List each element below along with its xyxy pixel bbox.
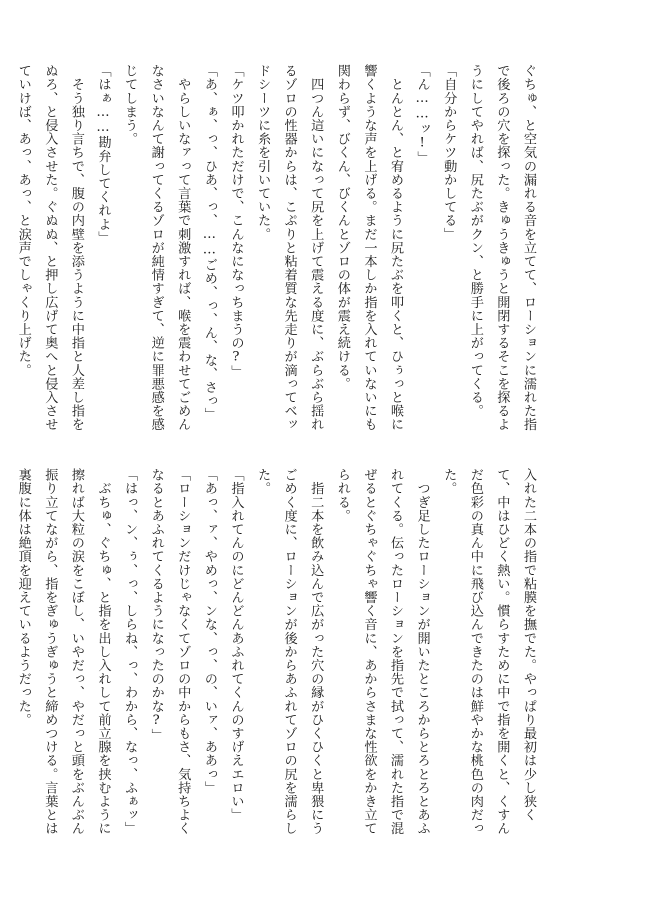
text-line: 「はっ、ン、ぅ、っ、しらね、っ、わから、なっ、ふぁッ」 bbox=[122, 468, 138, 836]
text-line: 響くような声を上げる。まだ一本しか指を入れていないにも bbox=[361, 64, 377, 432]
text-line: つぎ足したローションが開いたところからとろとろとあふ bbox=[414, 468, 430, 836]
text-line: 「はぁ……勘弁してくれよ」 bbox=[95, 64, 111, 245]
text-line: 「ケツ叩かれただけで、こんなになっちまうの?」 bbox=[228, 64, 244, 379]
text-line: ぶちゅ、ぐちゅ、と指を出し入れして前立腺を挟むように bbox=[95, 468, 111, 836]
text-line: た。 bbox=[255, 468, 271, 496]
text-line: れてくる。伝ったローションを指先で拭って、濡れた指で混 bbox=[388, 468, 404, 836]
text-line: 関わらず、びくん、びくんとゾロの体が震え続ける。 bbox=[334, 64, 350, 391]
text-line: ていけば、あっ、あっ、と涙声でしゃくり上げた。 bbox=[15, 64, 31, 377]
text-line: 入れた二本の指で粘膜を撫でた。やっぱり最初は少し狭く bbox=[521, 468, 536, 822]
text-line: ドシーツに糸を引いていた。 bbox=[255, 64, 271, 241]
text-line: 四つん這いになって尻を上げて震える度に、ぶらぶら揺れ bbox=[308, 64, 324, 432]
text-line: 「ローションだけじゃなくてゾロの中からもさ、気持ちよく bbox=[175, 468, 191, 836]
text-line: なさいなんて謝ってくるゾロが純情すぎて、逆に罪悪感を感 bbox=[148, 64, 164, 432]
text-line: うにしてやれば、尻たぶがクン、と勝手に上がってくる。 bbox=[467, 64, 483, 418]
text-line: 振り立てながら、指をぎゅうぎゅうと締めつける。言葉とは bbox=[42, 468, 58, 836]
text-line: た。 bbox=[441, 468, 457, 496]
text-line: ぬろ、と侵入させた。ぐぬぬ、と押し広げて奥へと侵入させ bbox=[42, 64, 58, 432]
text-line: ぐちゅ、と空気の漏れる音を立てて、ローションに濡れた指 bbox=[521, 64, 536, 432]
text-line: 「指入れてんのにどんどんあふれてくんのすげえエロい」 bbox=[228, 468, 244, 822]
text-block-bottom bbox=[9, 468, 541, 836]
text-line: 裏腹に体は絶頂を迎えているようだった。 bbox=[15, 468, 31, 727]
text-line: じてしまう。 bbox=[122, 64, 138, 146]
text-line: とんとん、と宥めるように尻たぶを叩くと、ひぅっと喉に bbox=[388, 64, 404, 432]
text-line: 「あっ、ァ、やめっ、ンな、っ、の、いァ、ああっ」 bbox=[201, 468, 217, 795]
text-line: なるとあふれてくるようになったのかな?」 bbox=[148, 468, 164, 742]
text-line: 「自分からケツ動かしてる」 bbox=[441, 64, 457, 241]
text-line: られる。 bbox=[334, 468, 350, 523]
text-line: るゾロの性器からは、こぷりと粘着質な先走りが滴ってベッ bbox=[281, 64, 297, 432]
text-line: 「ん……ッ!」 bbox=[414, 64, 430, 165]
text-line: ぜるとぐちゃぐちゃ響く音に、あからさまな性欲をかき立て bbox=[361, 468, 377, 836]
text-line: ごめく度に、ローションが後からあふれてゾロの尻を濡らし bbox=[281, 468, 297, 836]
text-line: やらしいなァって言葉で刺激すれば、喉を震わせてごめん bbox=[175, 64, 191, 432]
text-line: て、中はひどく熱い。慣らすために中で指を開くと、くすん bbox=[494, 468, 510, 836]
text-block-top bbox=[9, 64, 541, 432]
text-line: で後ろの穴を探った。きゅうきゅうと開閉するそこを探るよ bbox=[494, 64, 510, 432]
text-line: そう独り言ちで、腹の内壁を添うように中指と人差し指を bbox=[68, 64, 84, 432]
text-line: 「あ、ぁ、っ、ひあ、っ、……ごめ、っ、ん、な、さっ」 bbox=[201, 64, 217, 422]
text-line: 擦れば大粒の涙をこぼし、いやだっ、やだっと頭をぶんぶん bbox=[68, 468, 84, 836]
text-line: だ色彩の真ん中に飛び込んできたのは鮮やかな桃色の肉だっ bbox=[467, 468, 483, 836]
text-line: 指二本を飲み込んで広がった穴の縁がひくひくと卑猥にう bbox=[308, 468, 324, 836]
